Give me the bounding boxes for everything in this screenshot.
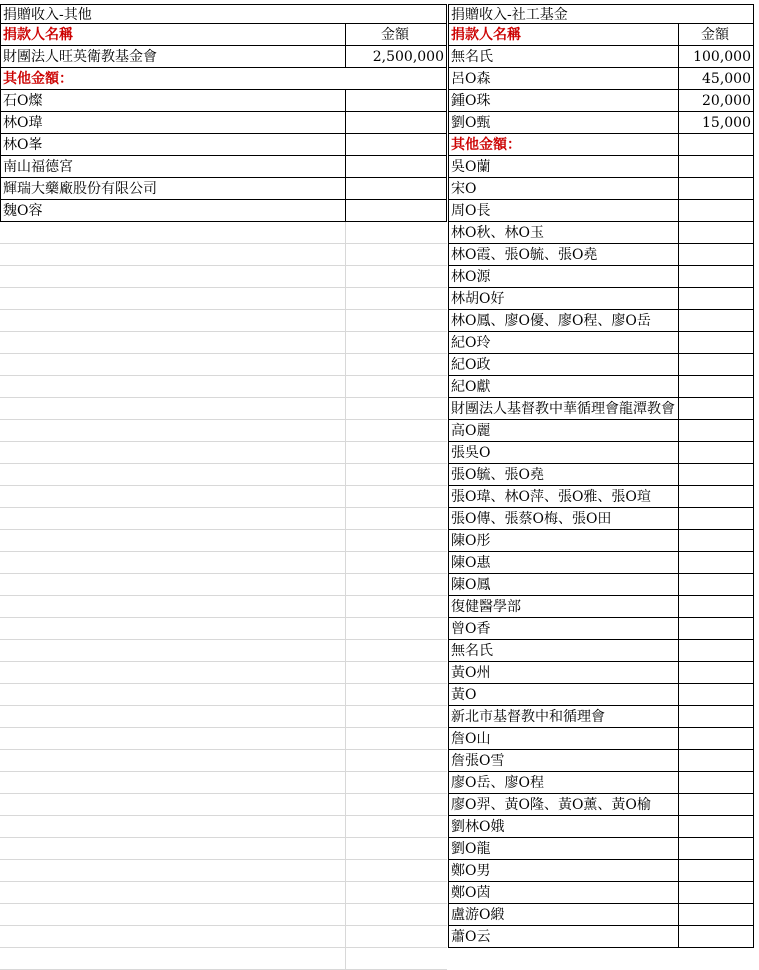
empty-cell xyxy=(346,684,447,706)
empty-cell xyxy=(346,948,447,970)
right-other-donor-row-name: 盧游O緞 xyxy=(448,904,679,926)
right-other-donor-row-amount xyxy=(679,222,754,244)
right-header-row-name: 捐款人名稱 xyxy=(448,24,679,46)
right-other-label-row-amount xyxy=(679,134,754,156)
right-other-donor-row-name: 劉林O娥 xyxy=(448,816,679,838)
right-other-donor-row xyxy=(448,772,754,794)
empty-cell xyxy=(0,706,346,728)
empty-cell xyxy=(346,398,447,420)
left-other-donor-row-amount xyxy=(346,112,447,134)
right-other-donor-row-amount xyxy=(679,464,754,486)
left-other-donor-row-name: 林O峯 xyxy=(0,134,346,156)
empty-grid-row xyxy=(0,552,447,574)
empty-grid-row xyxy=(0,442,447,464)
right-other-donor-row-name: 蕭O云 xyxy=(448,926,679,948)
right-other-donor-row-name: 周O長 xyxy=(448,200,679,222)
empty-cell xyxy=(0,222,346,244)
right-other-donor-row-amount xyxy=(679,310,754,332)
right-other-donor-row xyxy=(448,750,754,772)
right-other-donor-row xyxy=(448,530,754,552)
left-other-donor-row-amount xyxy=(346,90,447,112)
empty-grid-row xyxy=(0,728,447,750)
right-other-donor-row-amount xyxy=(679,354,754,376)
right-other-donor-row-amount xyxy=(679,508,754,530)
empty-cell xyxy=(0,332,346,354)
left-header-row xyxy=(0,24,447,46)
empty-grid-row xyxy=(0,750,447,772)
empty-grid-row xyxy=(0,266,447,288)
empty-grid-row xyxy=(0,618,447,640)
right-other-donor-row-amount xyxy=(679,926,754,948)
left-other-donor-row xyxy=(0,200,447,222)
left-other-donor-row xyxy=(0,90,447,112)
right-other-donor-row xyxy=(448,706,754,728)
left-other-donor-row-name: 輝瑞大藥廠股份有限公司 xyxy=(0,178,346,200)
right-donor-row-amount: 45,000 xyxy=(679,68,754,90)
right-header-row-amount: 金額 xyxy=(679,24,754,46)
right-other-donor-row xyxy=(448,486,754,508)
right-donor-row xyxy=(448,90,754,112)
right-other-donor-row-amount xyxy=(679,266,754,288)
empty-cell xyxy=(0,662,346,684)
left-other-donor-row-amount xyxy=(346,200,447,222)
empty-cell xyxy=(346,266,447,288)
right-other-donor-row-name: 張O傳、張蔡O梅、張O田 xyxy=(448,508,679,530)
empty-cell xyxy=(0,794,346,816)
right-other-donor-row-name: 吳O蘭 xyxy=(448,156,679,178)
left-other-donor-row-name: 石O燦 xyxy=(0,90,346,112)
empty-grid-row xyxy=(0,662,447,684)
right-other-donor-row xyxy=(448,200,754,222)
right-other-donor-row xyxy=(448,618,754,640)
right-other-donor-row xyxy=(448,288,754,310)
empty-cell xyxy=(0,530,346,552)
empty-grid-row xyxy=(0,310,447,332)
right-other-donor-row-name: 宋O xyxy=(448,178,679,200)
right-other-donor-row-name: 鄭O男 xyxy=(448,860,679,882)
left-other-donor-row xyxy=(0,134,447,156)
empty-grid-row xyxy=(0,640,447,662)
right-donor-row xyxy=(448,68,754,90)
empty-cell xyxy=(346,288,447,310)
right-other-donor-row-name: 林胡O好 xyxy=(448,288,679,310)
right-other-donor-row-name: 廖O羿、黃O隆、黃O薰、黃O榆 xyxy=(448,794,679,816)
empty-cell xyxy=(346,926,447,948)
right-other-donor-row xyxy=(448,156,754,178)
empty-cell xyxy=(0,838,346,860)
empty-cell xyxy=(0,618,346,640)
right-other-donor-row xyxy=(448,904,754,926)
right-other-donor-row-amount xyxy=(679,838,754,860)
empty-cell xyxy=(346,860,447,882)
empty-cell xyxy=(346,706,447,728)
empty-grid-row xyxy=(0,860,447,882)
empty-cell xyxy=(346,376,447,398)
empty-cell xyxy=(346,904,447,926)
right-other-donor-row xyxy=(448,552,754,574)
right-other-donor-row xyxy=(448,420,754,442)
right-other-donor-row xyxy=(448,376,754,398)
empty-cell xyxy=(0,948,346,970)
right-other-donor-row-amount xyxy=(679,398,754,420)
empty-cell xyxy=(346,728,447,750)
left-other-label-row-name: 其他金額： xyxy=(0,68,447,90)
right-header-row xyxy=(448,24,754,46)
right-other-donor-row-amount xyxy=(679,376,754,398)
empty-grid-row xyxy=(0,420,447,442)
empty-grid-row xyxy=(0,486,447,508)
right-other-donor-row-amount xyxy=(679,882,754,904)
right-other-donor-row-amount xyxy=(679,288,754,310)
right-donor-row-name: 呂O森 xyxy=(448,68,679,90)
empty-cell xyxy=(0,772,346,794)
empty-cell xyxy=(346,508,447,530)
empty-cell xyxy=(0,904,346,926)
empty-cell xyxy=(346,486,447,508)
right-other-donor-row-name: 廖O岳、廖O程 xyxy=(448,772,679,794)
right-other-donor-row-name: 張吳O xyxy=(448,442,679,464)
empty-cell xyxy=(346,354,447,376)
empty-cell xyxy=(0,596,346,618)
right-other-donor-row-amount xyxy=(679,794,754,816)
empty-cell xyxy=(346,772,447,794)
empty-cell xyxy=(0,244,346,266)
right-other-donor-row-name: 高O麗 xyxy=(448,420,679,442)
right-other-donor-row xyxy=(448,816,754,838)
empty-grid-row xyxy=(0,398,447,420)
empty-cell xyxy=(0,728,346,750)
left-donor-row-amount: 2,500,000 xyxy=(346,46,447,68)
empty-cell xyxy=(346,530,447,552)
empty-cell xyxy=(346,552,447,574)
empty-cell xyxy=(0,288,346,310)
right-other-label-row xyxy=(448,134,754,156)
empty-cell xyxy=(0,464,346,486)
right-other-donor-row xyxy=(448,860,754,882)
empty-cell xyxy=(346,244,447,266)
right-other-donor-row-name: 劉O龍 xyxy=(448,838,679,860)
empty-cell xyxy=(346,618,447,640)
right-other-donor-row-name: 黃O州 xyxy=(448,662,679,684)
empty-grid-row xyxy=(0,772,447,794)
right-other-donor-row-amount xyxy=(679,200,754,222)
empty-cell xyxy=(346,464,447,486)
right-other-donor-row-amount xyxy=(679,156,754,178)
right-other-donor-row xyxy=(448,310,754,332)
left-other-donor-row xyxy=(0,112,447,134)
left-header-row-name: 捐款人名稱 xyxy=(0,24,346,46)
right-other-donor-row xyxy=(448,442,754,464)
right-other-donor-row-name: 陳O彤 xyxy=(448,530,679,552)
empty-cell xyxy=(0,508,346,530)
empty-cell xyxy=(0,552,346,574)
right-donor-row-amount: 20,000 xyxy=(679,90,754,112)
empty-cell xyxy=(346,420,447,442)
empty-grid-row xyxy=(0,574,447,596)
right-other-donor-row-amount xyxy=(679,618,754,640)
empty-cell xyxy=(0,266,346,288)
left-other-donor-row-name: 林O瑋 xyxy=(0,112,346,134)
right-other-donor-row xyxy=(448,640,754,662)
empty-cell xyxy=(0,816,346,838)
right-other-donor-row xyxy=(448,838,754,860)
empty-grid-row xyxy=(0,464,447,486)
empty-cell xyxy=(0,354,346,376)
empty-grid-row xyxy=(0,376,447,398)
right-other-donor-row xyxy=(448,332,754,354)
empty-cell xyxy=(346,838,447,860)
right-other-label-row-name: 其他金額： xyxy=(448,134,679,156)
empty-grid-row xyxy=(0,838,447,860)
empty-cell xyxy=(0,926,346,948)
empty-cell xyxy=(0,882,346,904)
right-other-donor-row-name: 陳O鳳 xyxy=(448,574,679,596)
right-other-donor-row-name: 新北市基督教中和循理會 xyxy=(448,706,679,728)
empty-cell xyxy=(346,442,447,464)
left-sheet-title: 捐贈收入-其他 xyxy=(0,4,447,24)
empty-cell xyxy=(0,376,346,398)
right-other-donor-row-name: 紀O玲 xyxy=(448,332,679,354)
empty-grid-row xyxy=(0,904,447,926)
right-other-donor-row-amount xyxy=(679,244,754,266)
left-other-donor-row-amount xyxy=(346,134,447,156)
empty-cell xyxy=(0,574,346,596)
empty-cell xyxy=(346,332,447,354)
empty-grid-row xyxy=(0,596,447,618)
right-other-donor-row-name: 詹O山 xyxy=(448,728,679,750)
right-sheet-title: 捐贈收入-社工基金 xyxy=(448,4,754,24)
right-other-donor-row xyxy=(448,728,754,750)
right-donor-row xyxy=(448,112,754,134)
right-other-donor-row xyxy=(448,464,754,486)
empty-cell xyxy=(0,310,346,332)
left-donor-row xyxy=(0,46,447,68)
empty-grid-row xyxy=(0,288,447,310)
right-other-donor-row xyxy=(448,398,754,420)
empty-grid-row xyxy=(0,794,447,816)
right-other-donor-row-name: 曾O香 xyxy=(448,618,679,640)
empty-grid-row xyxy=(0,508,447,530)
right-other-donor-row-amount xyxy=(679,684,754,706)
right-other-donor-row xyxy=(448,244,754,266)
empty-cell xyxy=(0,684,346,706)
right-other-donor-row-name: 黃O xyxy=(448,684,679,706)
right-other-donor-row xyxy=(448,354,754,376)
empty-cell xyxy=(346,640,447,662)
right-donor-row-name: 無名氏 xyxy=(448,46,679,68)
right-other-donor-row-amount xyxy=(679,706,754,728)
right-other-donor-row-name: 紀O獻 xyxy=(448,376,679,398)
empty-cell xyxy=(346,222,447,244)
right-other-donor-row-amount xyxy=(679,178,754,200)
right-other-donor-row-amount xyxy=(679,728,754,750)
right-other-donor-row-name: 張O瑋、林O萍、張O雅、張O瑄 xyxy=(448,486,679,508)
empty-cell xyxy=(346,882,447,904)
empty-grid-row xyxy=(0,882,447,904)
empty-grid-row xyxy=(0,684,447,706)
left-other-label-row xyxy=(0,68,447,90)
empty-grid-row xyxy=(0,816,447,838)
right-other-donor-row-amount xyxy=(679,860,754,882)
right-other-donor-row-amount xyxy=(679,530,754,552)
empty-cell xyxy=(346,596,447,618)
right-other-donor-row-name: 陳O惠 xyxy=(448,552,679,574)
empty-cell xyxy=(346,574,447,596)
right-other-donor-row-amount xyxy=(679,750,754,772)
empty-cell xyxy=(0,420,346,442)
right-other-donor-row-name: 鄭O茵 xyxy=(448,882,679,904)
right-other-donor-row xyxy=(448,574,754,596)
left-other-donor-row-amount xyxy=(346,156,447,178)
empty-grid-row xyxy=(0,530,447,552)
right-other-donor-row-name: 復健醫學部 xyxy=(448,596,679,618)
right-other-donor-row-amount xyxy=(679,596,754,618)
right-other-donor-row-name: 詹張O雪 xyxy=(448,750,679,772)
right-other-donor-row xyxy=(448,684,754,706)
right-other-donor-row xyxy=(448,882,754,904)
left-other-donor-row xyxy=(0,156,447,178)
right-other-donor-row-name: 林O秋、林O玉 xyxy=(448,222,679,244)
right-other-donor-row xyxy=(448,926,754,948)
empty-grid-row xyxy=(0,354,447,376)
right-other-donor-row-name: 財團法人基督教中華循理會龍潭教會 xyxy=(448,398,679,420)
left-other-donor-row-name: 南山福德宮 xyxy=(0,156,346,178)
right-other-donor-row-amount xyxy=(679,420,754,442)
right-donor-row-amount: 15,000 xyxy=(679,112,754,134)
right-other-donor-row-name: 林O霞、張O毓、張O堯 xyxy=(448,244,679,266)
empty-grid-row xyxy=(0,706,447,728)
left-header-row-amount: 金額 xyxy=(346,24,447,46)
left-other-donor-row-amount xyxy=(346,178,447,200)
right-other-donor-row-amount xyxy=(679,816,754,838)
right-other-donor-row-amount xyxy=(679,486,754,508)
right-other-donor-row xyxy=(448,596,754,618)
right-donor-row xyxy=(448,46,754,68)
right-other-donor-row-amount xyxy=(679,904,754,926)
empty-cell xyxy=(0,486,346,508)
empty-cell xyxy=(346,310,447,332)
right-other-donor-row xyxy=(448,178,754,200)
right-other-donor-row-name: 無名氏 xyxy=(448,640,679,662)
right-other-donor-row-name: 林O鳳、廖O優、廖O程、廖O岳 xyxy=(448,310,679,332)
left-other-donor-row xyxy=(0,178,447,200)
empty-grid-row xyxy=(0,244,447,266)
right-other-donor-row-amount xyxy=(679,552,754,574)
empty-cell xyxy=(0,750,346,772)
right-donor-row-name: 劉O甄 xyxy=(448,112,679,134)
empty-grid-row xyxy=(0,332,447,354)
empty-cell xyxy=(346,816,447,838)
right-other-donor-row-amount xyxy=(679,442,754,464)
left-other-donor-row-name: 魏O容 xyxy=(0,200,346,222)
left-donor-row-name: 財團法人旺英衛教基金會 xyxy=(0,46,346,68)
right-other-donor-row-name: 林O源 xyxy=(448,266,679,288)
empty-cell xyxy=(0,398,346,420)
right-other-donor-row-name: 紀O政 xyxy=(448,354,679,376)
empty-cell xyxy=(0,640,346,662)
empty-grid-row xyxy=(0,926,447,948)
empty-cell xyxy=(346,750,447,772)
empty-cell xyxy=(0,442,346,464)
right-donor-row-amount: 100,000 xyxy=(679,46,754,68)
right-other-donor-row-amount xyxy=(679,574,754,596)
empty-cell xyxy=(0,860,346,882)
right-other-donor-row xyxy=(448,266,754,288)
empty-grid-row xyxy=(0,948,447,970)
right-other-donor-row xyxy=(448,222,754,244)
empty-cell xyxy=(346,662,447,684)
right-other-donor-row-amount xyxy=(679,332,754,354)
right-other-donor-row-amount xyxy=(679,640,754,662)
right-other-donor-row xyxy=(448,508,754,530)
empty-grid-row xyxy=(0,222,447,244)
empty-cell xyxy=(346,794,447,816)
right-other-donor-row-name: 張O毓、張O堯 xyxy=(448,464,679,486)
right-other-donor-row xyxy=(448,662,754,684)
right-other-donor-row xyxy=(448,794,754,816)
right-other-donor-row-amount xyxy=(679,772,754,794)
right-other-donor-row-amount xyxy=(679,662,754,684)
right-donor-row-name: 鍾O珠 xyxy=(448,90,679,112)
